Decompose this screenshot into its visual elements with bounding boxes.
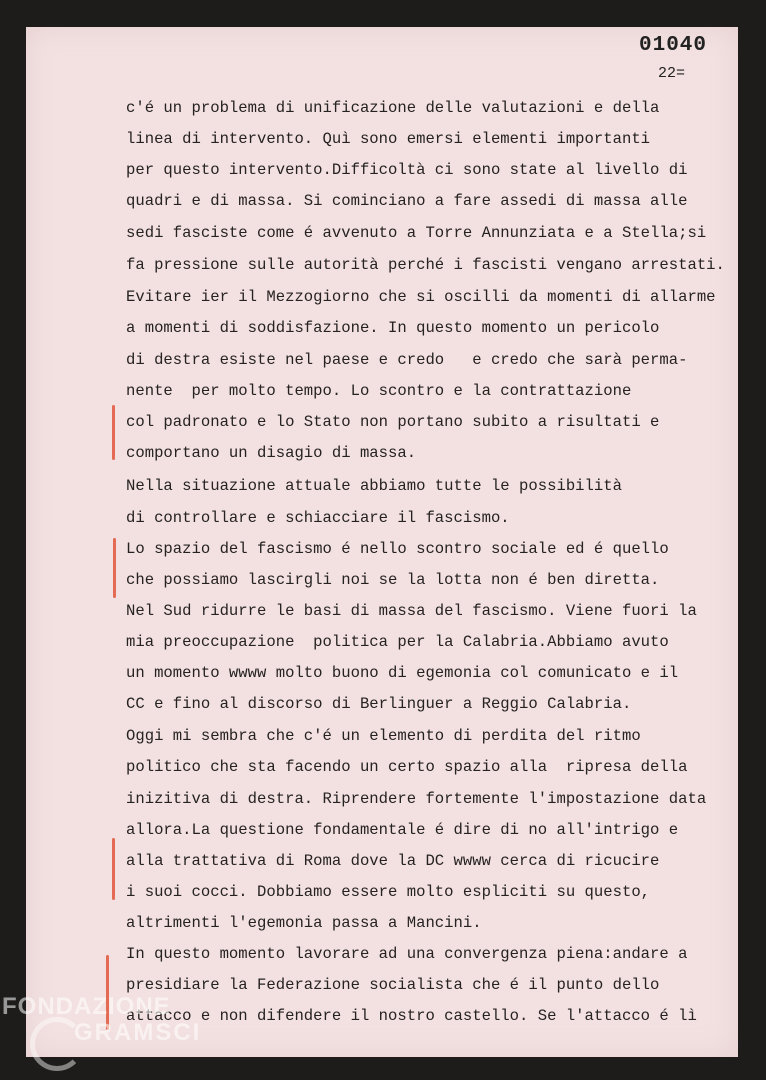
text-line: In questo momento lavorare ad una convergenza piena:andare a [126, 945, 688, 963]
text-line: altrimenti l'egemonia passa a Mancini. [126, 914, 482, 932]
text-line: Nella situazione attuale abbiamo tutte le possibilità [126, 477, 622, 495]
text-line: inizitiva di destra. Riprendere fortemente l'impostazione data [126, 790, 707, 808]
text-line: di destra esiste nel paese e credo e credo che sarà perma- [126, 351, 688, 369]
text-line: Lo spazio del fascismo é nello scontro sociale ed é quello [126, 540, 669, 558]
text-line: nente per molto tempo. Lo scontro e la contrattazione [126, 382, 632, 400]
text-line: di controllare e schiacciare il fascismo. [126, 509, 510, 527]
text-line: politico che sta facendo un certo spazio alla ripresa della [126, 758, 688, 776]
page-number: 22= [658, 65, 686, 82]
text-line: CC e fino al discorso di Berlinguer a Reggio Calabria. [126, 695, 632, 713]
text-line: Nel Sud ridurre le basi di massa del fascismo. Viene fuori la [126, 602, 697, 620]
text-line: fa pressione sulle autorità perché i fascisti vengano arrestati. [126, 256, 725, 274]
text-line: per questo intervento.Difficoltà ci sono state al livello di [126, 161, 688, 179]
text-line: mia preoccupazione politica per la Calabria.Abbiamo avuto [126, 633, 669, 651]
text-line: Evitare ier il Mezzogiorno che si oscilli da momenti di allarme [126, 288, 716, 306]
watermark-line2: GRAMSCI [74, 1019, 202, 1046]
margin-mark [113, 538, 116, 598]
text-line: c'é un problema di unificazione delle valutazioni e della [126, 99, 660, 117]
text-line: sedi fasciste come é avvenuto a Torre Annunziata e a Stella;si [126, 224, 707, 242]
text-line: attacco e non difendere il nostro castello. Se l'attacco é lì [126, 1007, 697, 1025]
text-line: linea di intervento. Quì sono emersi elementi importanti [126, 130, 651, 148]
text-line: un momento wwww molto buono di egemonia col comunicato e il [126, 664, 679, 682]
watermark-logo [2, 993, 202, 1073]
text-line: che possiamo lascirgli noi se la lotta non é ben diretta. [126, 571, 660, 589]
text-line: presidiare la Federazione socialista che é il punto dello [126, 976, 660, 994]
text-line: Oggi mi sembra che c'é un elemento di perdita del ritmo [126, 727, 641, 745]
text-line: comportano un disagio di massa. [126, 444, 417, 462]
watermark-line1: FONDAZIONE [2, 993, 171, 1020]
text-line: quadri e di massa. Si cominciano a fare assedi di massa alle [126, 192, 688, 210]
margin-mark [112, 838, 115, 900]
text-line: alla trattativa di Roma dove la DC wwww cerca di ricucire [126, 852, 660, 870]
text-line: col padronato e lo Stato non portano subito a risultati e [126, 413, 660, 431]
document-number: 01040 [639, 34, 708, 57]
margin-mark [112, 405, 115, 460]
text-line: i suoi cocci. Dobbiamo essere molto espliciti su questo, [126, 883, 651, 901]
text-line: a momenti di soddisfazione. In questo momento un pericolo [126, 319, 660, 337]
text-line: allora.La questione fondamentale é dire di no all'intrigo e [126, 821, 679, 839]
